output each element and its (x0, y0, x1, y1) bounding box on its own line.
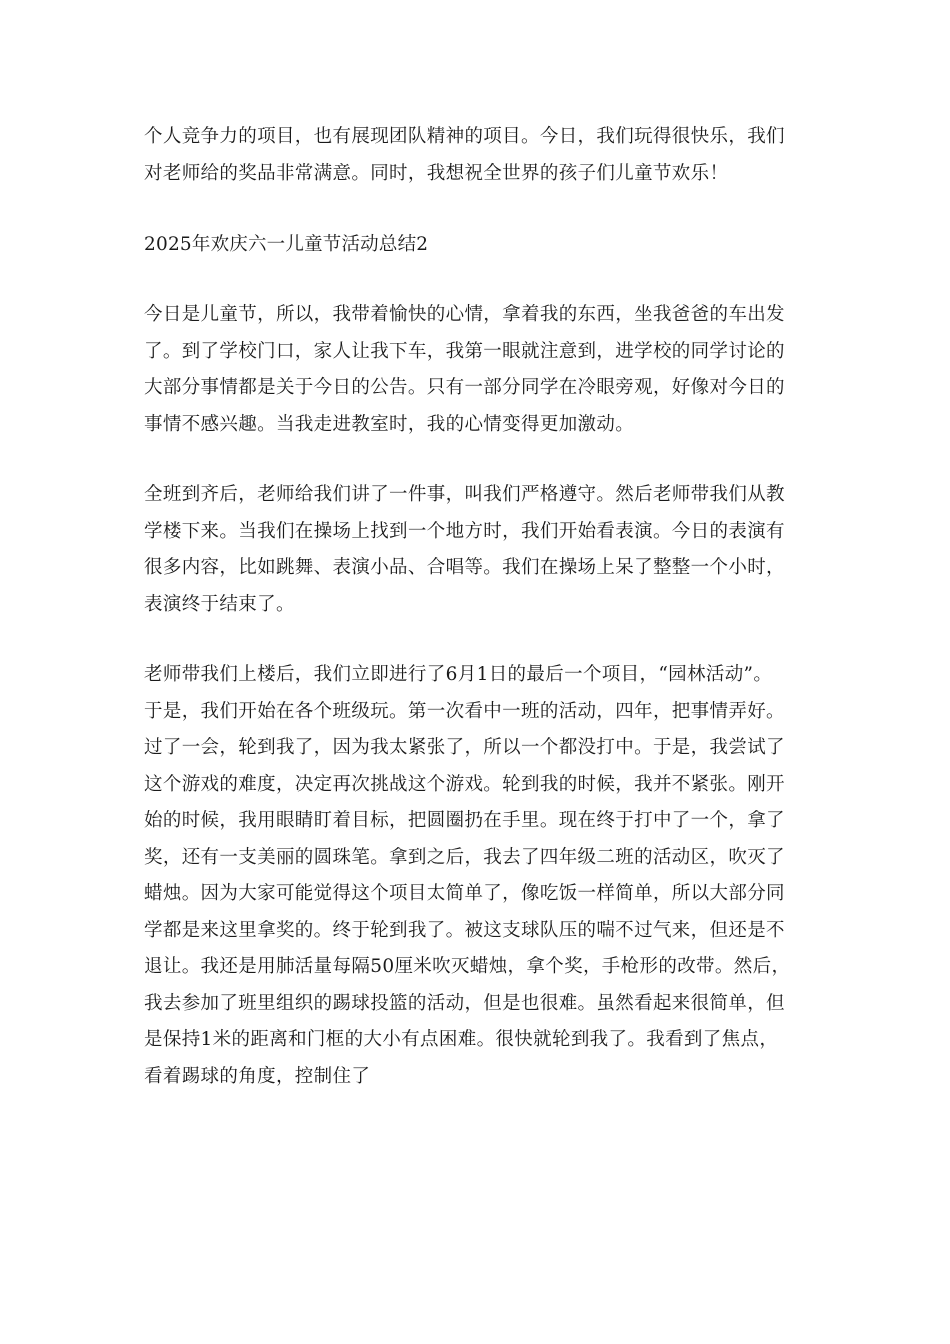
paragraph-2-line-3: 大部分事情都是关于今日的公告。只有一部分同学在冷眼旁观，好像对今日的 (144, 377, 785, 398)
paragraph-3-line-3: 很多内容，比如跳舞、表演小品、合唱等。我们在操场上呆了整整一个小时， (144, 557, 785, 578)
paragraph-4-line-6: 奖，还有一支美丽的圆珠笔。拿到之后，我去了四年级二班的活动区，吹灭了 (144, 847, 785, 868)
paragraph-4-line-2: 于是，我们开始在各个班级玩。第一次看中一班的活动，四年，把事情弄好。 (144, 701, 785, 722)
paragraph-1-line-1: 个人竞争力的项目，也有展现团队精神的项目。今日，我们玩得很快乐，我们 (144, 126, 785, 147)
paragraph-4-line-3: 过了一会，轮到我了，因为我太紧张了，所以一个都没打中。于是，我尝试了 (144, 737, 785, 758)
paragraph-1-line-2: 对老师给的奖品非常满意。同时，我想祝全世界的孩子们儿童节欢乐！ (144, 163, 729, 184)
paragraph-4-line-1: 老师带我们上楼后，我们立即进行了6月1日的最后一个项目，“园林活动”。 (144, 664, 773, 685)
paragraph-4-line-8: 学都是来这里拿奖的。终于轮到我了。被这支球队压的喘不过气来，但还是不 (144, 920, 785, 941)
paragraph-2-line-2: 了。到了学校门口，家人让我下车，我第一眼就注意到，进学校的同学讨论的 (144, 341, 785, 362)
paragraph-4-line-10: 我去参加了班里组织的踢球投篮的活动，但是也很难。虽然看起来很简单，但 (144, 993, 785, 1014)
paragraph-2-line-1: 今日是儿童节，所以，我带着愉快的心情，拿着我的东西，坐我爸爸的车出发 (144, 304, 785, 325)
paragraph-4-line-4: 这个游戏的难度，决定再次挑战这个游戏。轮到我的时候，我并不紧张。刚开 (144, 774, 785, 795)
paragraph-4-line-5: 始的时候，我用眼睛盯着目标，把圆圈扔在手里。现在终于打中了一个，拿了 (144, 810, 785, 831)
paragraph-3-line-2: 学楼下来。当我们在操场上找到一个地方时，我们开始看表演。今日的表演有 (144, 521, 785, 542)
paragraph-3-line-1: 全班到齐后，老师给我们讲了一件事，叫我们严格遵守。然后老师带我们从教 (144, 484, 785, 505)
paragraph-4-line-12: 看着踢球的角度，控制住了 (144, 1066, 371, 1087)
paragraph-4-line-7: 蜡烛。因为大家可能觉得这个项目太简单了，像吃饭一样简单，所以大部分同 (144, 883, 785, 904)
paragraph-2-line-4: 事情不感兴趣。当我走进教室时，我的心情变得更加激动。 (144, 414, 635, 435)
paragraph-4-line-9: 退让。我还是用肺活量每隔50厘米吹灭蜡烛，拿个奖，手枪形的改带。然后， (144, 956, 791, 977)
paragraph-4-line-11: 是保持1米的距离和门框的大小有点困难。很快就轮到我了。我看到了焦点， (144, 1029, 779, 1050)
section-heading: 2025年欢庆六一儿童节活动总结2 (144, 234, 429, 255)
paragraph-3-line-4: 表演终于结束了。 (144, 594, 295, 615)
